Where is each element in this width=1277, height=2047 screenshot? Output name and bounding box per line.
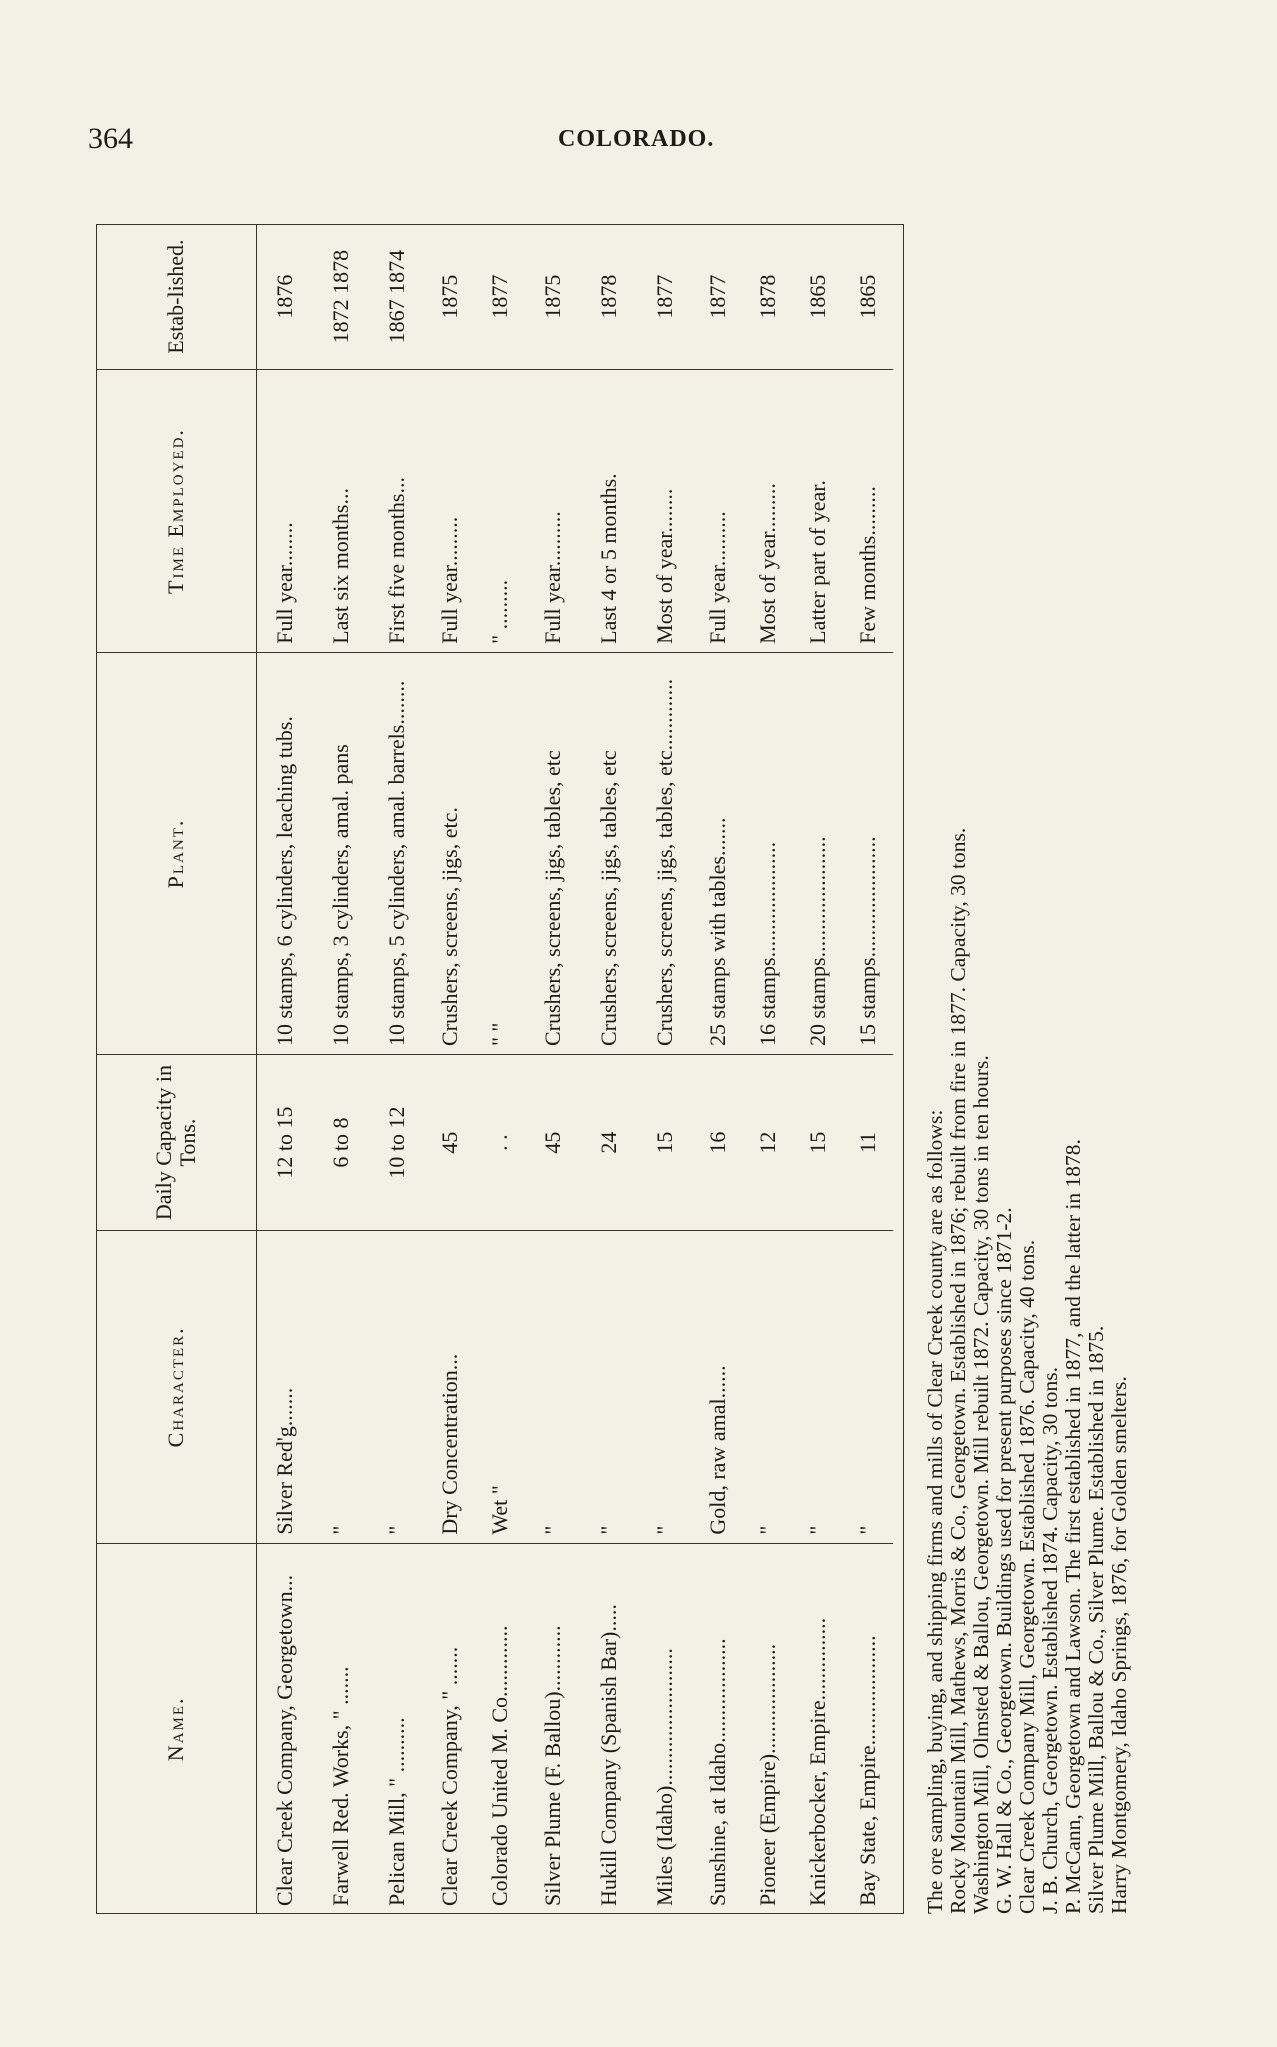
cell-character: " (637, 1231, 693, 1544)
cell-name: Pioneer (Empire).................... (755, 1643, 780, 1906)
table-row (693, 224, 743, 1914)
cell-established: 1865 (793, 224, 843, 370)
cell-established: 1876 (257, 224, 314, 370)
cell-name: Hukill Company (Spanish Bar)..... (596, 1604, 621, 1906)
table-header-row (96, 224, 257, 1914)
cell-established: 1878 (581, 224, 637, 370)
cell-name: Clear Creek Company, " ....... (437, 1646, 462, 1906)
cell-plant: Crushers, screens, jigs, etc. (425, 652, 475, 1054)
column-header-capacity: Daily Capacity in Tons. (96, 1055, 257, 1231)
page-number: 364 (88, 122, 133, 155)
cell-plant: Crushers, screens, jigs, tables, etc (525, 652, 581, 1054)
cell-established: 1875 (525, 224, 581, 370)
column-header-character: Character. (96, 1231, 257, 1544)
cell-time: First five months... (369, 370, 425, 653)
cell-capacity: 24 (581, 1055, 637, 1231)
cell-established: 1878 (743, 224, 793, 370)
cell-established: 1877 (475, 224, 525, 370)
cell-time: " ......... (475, 370, 525, 653)
footnote-line: Silver Plume Mill, Ballou & Co., Silver Plume. Established in 1875. (1084, 1325, 1108, 1914)
cell-character: Wet " (475, 1231, 525, 1544)
cell-character: Dry Concentration... (425, 1231, 475, 1544)
column-header-name: Name. (96, 1543, 257, 1914)
cell-name: Clear Creek Company, Georgetown... (272, 1574, 297, 1906)
cell-capacity: . . (475, 1055, 525, 1231)
table-row (257, 224, 314, 1914)
cell-plant: 20 stamps...................... (793, 652, 843, 1054)
cell-character: " (793, 1231, 843, 1544)
cell-capacity: 16 (693, 1055, 743, 1231)
footnote-line: The ore sampling, buying, and shipping firms and mills of Clear Creek county are as follows: (923, 1109, 947, 1914)
cell-established: 1877 (693, 224, 743, 370)
cell-established: 1867 1874 (369, 224, 425, 370)
cell-plant: 25 stamps with tables....... (693, 652, 743, 1054)
cell-plant: 10 stamps, 3 cylinders, amal. pans (313, 652, 369, 1054)
cell-name: Sunshine, at Idaho................... (705, 1638, 730, 1906)
cell-established: 1872 1878 (313, 224, 369, 370)
cell-capacity: 12 (743, 1055, 793, 1231)
page-title: COLORADO. (558, 126, 715, 152)
table-row (475, 224, 525, 1914)
table-row (313, 224, 369, 1914)
cell-character: " (743, 1231, 793, 1544)
cell-capacity: 6 to 8 (313, 1055, 369, 1231)
cell-character: " (313, 1231, 369, 1544)
table-row (637, 224, 693, 1914)
cell-plant: 10 stamps, 5 cylinders, amal. barrels........ (369, 652, 425, 1054)
mills-table (96, 224, 893, 1914)
cell-name: Silver Plume (F. Ballou)............ (540, 1625, 565, 1906)
cell-time: Full year......... (425, 370, 475, 653)
cell-character: " (525, 1231, 581, 1544)
cell-time: Full year.......... (693, 370, 743, 653)
column-header-established: Estab-lished. (96, 224, 257, 370)
cell-character: " (369, 1231, 425, 1544)
table-row (581, 224, 637, 1914)
cell-name: Pelican Mill, " .......... (384, 1717, 409, 1906)
cell-name: Farwell Red. Works, " ....... (328, 1666, 353, 1906)
footnote-line: J. B. Church, Georgetown. Established 1874. Capacity, 30 tons. (1038, 1367, 1062, 1914)
rotated-content (96, 224, 1131, 1914)
table-row (369, 224, 425, 1914)
footnote-line: Washington Mill, Olmsted & Ballou, Georgetown. Mill rebuilt 1872. Capacity, 30 tons in ten hours. (969, 1055, 993, 1914)
table-row (743, 224, 793, 1914)
cell-name: Bay State, Empire.................... (855, 1635, 880, 1906)
table-row (425, 224, 475, 1914)
cell-character: " (843, 1231, 893, 1544)
cell-time: Most of year......... (743, 370, 793, 653)
cell-plant: Crushers, screens, jigs, tables, etc (581, 652, 637, 1054)
footnote-line: Harry Montgomery, Idaho Springs, 1876, for Golden smelters. (1107, 1376, 1131, 1914)
cell-time: Most of year........ (637, 370, 693, 653)
cell-name: Colorado United M. Co............. (487, 1625, 512, 1906)
table-row (793, 224, 843, 1914)
cell-name: Knickerbocker, Empire............... (805, 1617, 830, 1906)
cell-capacity: 45 (425, 1055, 475, 1231)
column-header-plant: Plant. (96, 652, 257, 1054)
cell-character: Gold, raw amal...... (693, 1231, 743, 1544)
cell-plant: 16 stamps..................... (743, 652, 793, 1054)
footnote-line: G. W. Hall & Co., Georgetown. Buildings used for present purposes since 1871-2. (992, 1207, 1016, 1914)
cell-plant: 15 stamps...................... (843, 652, 893, 1054)
cell-established: 1877 (637, 224, 693, 370)
cell-established: 1875 (425, 224, 475, 370)
cell-capacity: 10 to 12 (369, 1055, 425, 1231)
cell-plant: Crushers, screens, jigs, tables, etc............. (637, 652, 693, 1054)
footnote-line: Clear Creek Company Mill, Georgetown. Established 1876. Capacity, 40 tons. (1015, 1239, 1039, 1914)
cell-capacity: 15 (793, 1055, 843, 1231)
cell-character: Silver Red'g....... (257, 1231, 314, 1544)
cell-character: " (581, 1231, 637, 1544)
cell-time: Last 4 or 5 months. (581, 370, 637, 653)
cell-name: Miles (Idaho)......................... (652, 1648, 677, 1906)
cell-time: Latter part of year. (793, 370, 843, 653)
page-header (88, 122, 988, 162)
cell-plant: " " (475, 652, 525, 1054)
cell-time: Few months......... (843, 370, 893, 653)
cell-capacity: 12 to 15 (257, 1055, 314, 1231)
footnote-line: P. McCann, Georgetown and Lawson. The first established in 1877, and the latter in 1878. (1061, 1139, 1085, 1914)
cell-capacity: 11 (843, 1055, 893, 1231)
footnote-line: Rocky Mountain Mill, Mathews, Morris & Co., Georgetown. Established in 1876; rebuilt from fire in 1877. Capacity, 30 tons. (946, 827, 970, 1914)
cell-plant: 10 stamps, 6 cylinders, leaching tubs. (257, 652, 314, 1054)
footnotes (924, 224, 1131, 1914)
cell-time: Full year........ (257, 370, 314, 653)
cell-established: 1865 (843, 224, 893, 370)
cell-time: Full year.......... (525, 370, 581, 653)
cell-time: Last six months... (313, 370, 369, 653)
cell-capacity: 15 (637, 1055, 693, 1231)
column-header-time: Time Employed. (96, 370, 257, 653)
table-row (525, 224, 581, 1914)
cell-capacity: 45 (525, 1055, 581, 1231)
table-row (843, 224, 893, 1914)
